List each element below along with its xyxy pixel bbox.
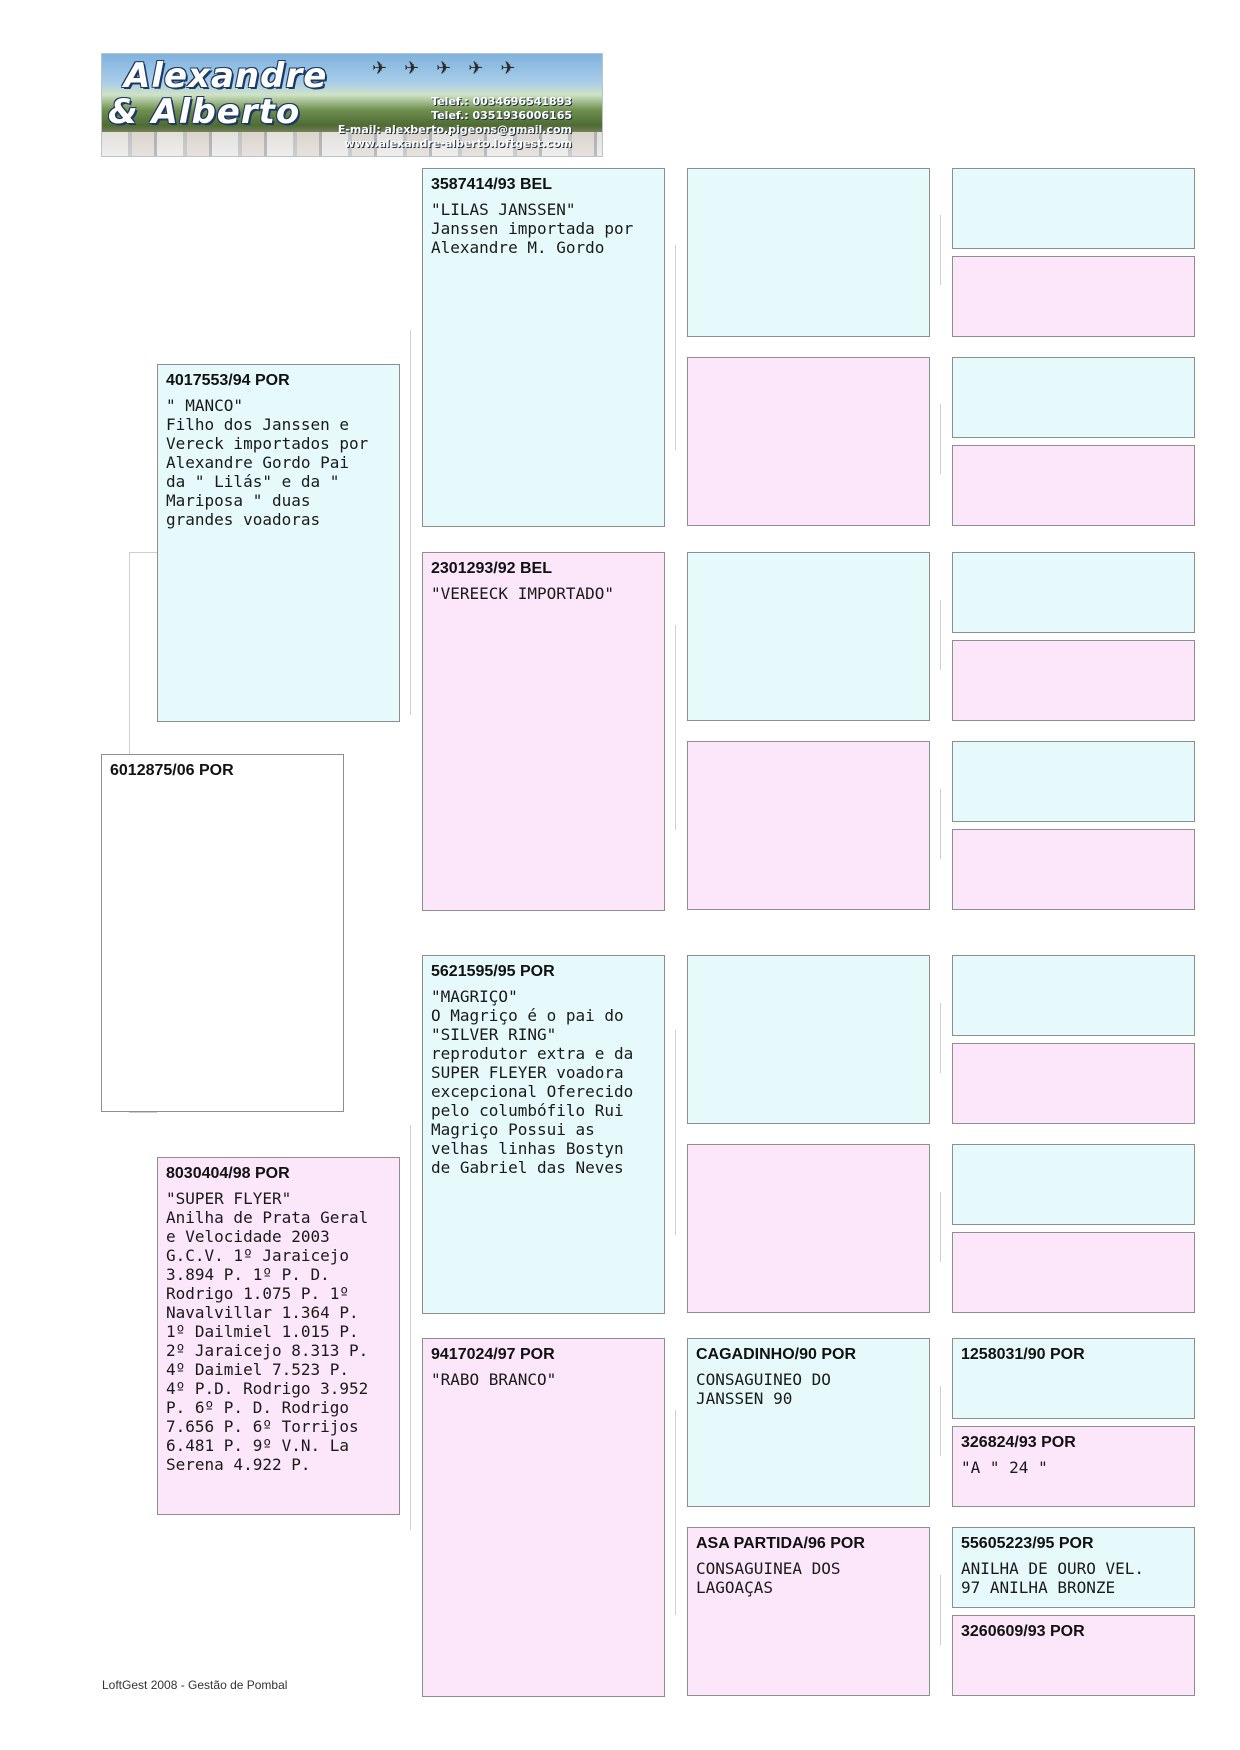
subject-pigeon-card [101,754,344,1112]
connector-line [129,552,157,553]
gen5-card [952,1232,1195,1313]
ring-number: 55605223/95 POR [961,1535,1094,1552]
great-grandparent-card [687,741,930,910]
gen5-card [952,168,1195,249]
footer-credit: LoftGest 2008 - Gestão de Pombal [102,1678,288,1692]
pigeon-note: "A " 24 " [961,1458,1048,1477]
ring-number: 5621595/95 POR [431,963,555,980]
gen5-card [952,1144,1195,1225]
ring-number: 2301293/92 BEL [431,560,552,577]
dam-card [157,1157,400,1515]
gen5-card [952,1043,1195,1124]
gen5-card [952,1527,1195,1608]
connector-line [940,1575,941,1645]
gen5-card [952,256,1195,337]
gen5-card [952,640,1195,721]
connector-line [129,1112,157,1113]
ring-number: 9417024/97 POR [431,1346,555,1363]
website: www.alexandre-alberto.loftgest.com [344,137,572,150]
pigeon-note: CONSAGUINEA DOS LAGOAÇAS [696,1559,841,1597]
connector-line [410,330,411,715]
connector-line [675,625,676,830]
connector-line [410,1125,411,1530]
ring-number: 1258031/90 POR [961,1346,1085,1363]
gen5-card [952,829,1195,910]
pigeon-note: "VEREECK IMPORTADO" [431,584,615,603]
pigeon-note: " MANCO" Filho dos Janssen e Vereck importados por Alexandre Gordo Pai da " Lilás" e da " Mariposa " duas grandes voadoras [166,396,369,529]
pigeon-note: "LILAS JANSSEN" Janssen importada por Alexandre M. Gordo [431,200,634,257]
connector-line [675,1410,676,1615]
connector-line [940,600,941,670]
ring-number: 4017553/94 POR [166,372,290,389]
great-grandparent-card [687,1338,930,1507]
connector-line [940,1003,941,1073]
ring-number: 6012875/06 POR [110,762,234,779]
phone-1: Telef.: 0034696541893 [431,95,572,108]
great-grandparent-card [687,1144,930,1313]
logo-line1: Alexandre [124,56,328,96]
great-grandparent-card [687,955,930,1124]
phone-2: Telef.: 0351936006165 [431,109,572,122]
gen5-card [952,552,1195,633]
gen5-card [952,1338,1195,1419]
ring-number: ASA PARTIDA/96 POR [696,1535,865,1552]
birds-graphic: ✈ ✈ ✈ ✈ ✈ [372,58,522,78]
pigeon-note: CONSAGUINEO DO JANSSEN 90 [696,1370,831,1408]
pigeon-note: "MAGRIÇO" O Magriço é o pai do "SILVER RING" reprodutor extra e da SUPER FLEYER voadora excepcional Oferecido pelo columbófilo Rui Magriço Possui as velhas linhas Bostyn de Gabriel das Neves [431,987,634,1177]
connector-line [940,789,941,859]
connector-line [675,1030,676,1235]
logo-line2: & Alberto [108,92,301,132]
gen5-card [952,955,1195,1036]
grandparent-card [422,552,665,911]
ring-number: 3260609/93 POR [961,1623,1085,1640]
sire-card [157,364,400,722]
gen5-card [952,445,1195,526]
ring-number: CAGADINHO/90 POR [696,1346,857,1363]
gen5-card [952,357,1195,438]
gen5-card [952,741,1195,822]
email: E-mail: alexberto.pigeons@gmail.com [337,123,572,136]
header-banner [101,53,603,157]
pigeon-note: "RABO BRANCO" [431,1370,557,1389]
ring-number: 3587414/93 BEL [431,176,552,193]
pigeon-note: "SUPER FLYER" Anilha de Prata Geral e Velocidade 2003 G.C.V. 1º Jaraicejo 3.894 P. 1º P. D. Rodrigo 1.075 P. 1º Navalvillar 1.364 P. 1º Dailmiel 1.015 P. 2º Jaraicejo 8.313 P. 4º Daimiel 7.523 P. 4º P.D. Rodrigo 3.952 P. 6º P. D. Rodrigo 7.656 P. 6º Torrijos 6.481 P. 9º V.N. La Serena 4.922 P. [166,1189,369,1474]
grandparent-card [422,168,665,527]
connector-line [675,245,676,450]
great-grandparent-card [687,1527,930,1696]
ring-number: 8030404/98 POR [166,1165,290,1182]
ring-number: 326824/93 POR [961,1434,1076,1451]
great-grandparent-card [687,357,930,526]
grandparent-card [422,1338,665,1697]
connector-line [940,404,941,474]
great-grandparent-card [687,168,930,337]
great-grandparent-card [687,552,930,721]
gen5-card [952,1615,1195,1696]
gen5-card [952,1426,1195,1507]
connector-line [940,215,941,285]
grandparent-card [422,955,665,1314]
pigeon-note: ANILHA DE OURO VEL. 97 ANILHA BRONZE [961,1559,1145,1597]
connector-line [940,1386,941,1456]
connector-line [940,1192,941,1262]
